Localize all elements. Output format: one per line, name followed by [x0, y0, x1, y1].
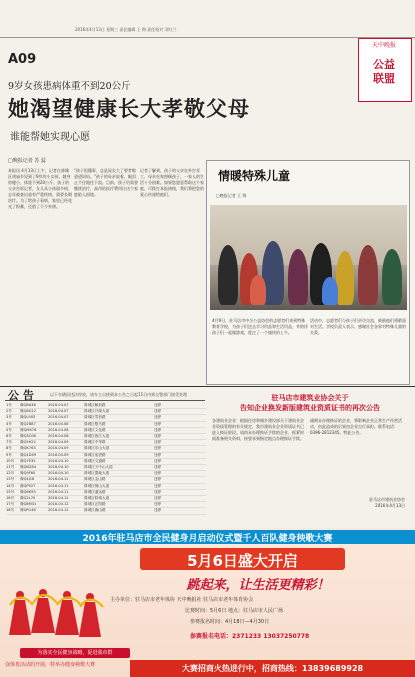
notice-cell: 豫QM476 — [20, 427, 37, 432]
person-figure — [336, 251, 354, 305]
article-subhead: 谁能帮她实现心愿 — [10, 132, 90, 143]
notice-cell: 驿城区解放路 — [84, 403, 106, 407]
notice-cell: 2号 — [6, 409, 12, 414]
notice-table — [6, 403, 206, 515]
notice-cell: 豫QK763 — [20, 446, 36, 451]
notice-cell: 豫Q5H21 — [20, 440, 36, 445]
notice-cell: 2016.04.11 — [48, 483, 69, 488]
notice-cell: 违停 — [154, 458, 162, 463]
notice-cell: 违停 — [154, 427, 162, 432]
notice-cell: 豫QP527 — [20, 483, 36, 488]
notice-cell: 15号 — [6, 489, 15, 494]
notice-cell: 违停 — [154, 471, 162, 476]
notice-cell: 豫Q8A36 — [20, 403, 36, 407]
notice-cell: 2016.04.07 — [48, 409, 69, 414]
announcement-column-2: 逾期未办理换证的企业，将影响企业正常生产经营活动，由此造成的后果由企业自行承担。联系电话：0396-2812345。特此公告。 — [310, 418, 402, 435]
dancers-illustration — [5, 585, 105, 647]
ad-registration-time: 参赛报名时间：4月18日—4月30日 — [190, 619, 270, 625]
notice-cell: 违停 — [154, 496, 162, 501]
notice-cell: 17号 — [6, 502, 15, 507]
article-headline: 她渴望健康长大孝敬父母 — [8, 96, 250, 121]
notice-cell: 驿城区前进路 — [84, 452, 106, 457]
header-divider — [0, 37, 415, 38]
notice-cell: 2016.04.07 — [48, 415, 69, 420]
ad-date: 5月6日盛大开启 — [187, 552, 298, 570]
notice-cell: 驿城区置地大道 — [84, 471, 110, 476]
notice-cell: 8号 — [6, 446, 12, 451]
notice-cell: 豫QR146 — [20, 508, 36, 513]
notice-cell: 3号 — [6, 415, 12, 420]
group-photo — [210, 205, 407, 310]
notice-cell: 1号 — [6, 403, 12, 407]
notice-cell: 2016.04.11 — [48, 489, 69, 494]
person-figure — [218, 245, 238, 305]
notice-cell: 2016.04.10 — [48, 465, 69, 470]
notice-cell: 驿城区驿城大道 — [84, 496, 110, 501]
notice-cell: 驿城区雪松路 — [84, 415, 106, 420]
notice-cell: 驿城区文化路 — [84, 427, 106, 432]
article-column-1: 本报讯 4月13日上午，记者在驿城区胡庙乡见到了9岁的小女孩，她身材瘦小，体重不到20公斤。孩子的父亲告诉记者，女儿从小体弱多病，去年被查出患有严重疾病，需要长期治疗。为了给孩子看病，家里已经花光了积蓄，还借了不少外债。 — [8, 168, 72, 209]
brand-logo: 天中晚报 — [371, 42, 396, 49]
notice-cell: 5号 — [6, 427, 12, 432]
notice-cell: 2016.04.08 — [48, 427, 69, 432]
notice-cell: 驿城区骏马路 — [84, 421, 106, 426]
notice-cell: 豫Q9F60 — [20, 471, 36, 476]
notice-cell: 10号 — [6, 458, 15, 463]
notice-cell: 违停 — [154, 409, 162, 414]
article-column-2: "孩子很懂事，总是说长大了要孝敬爸爸妈妈。"孩子的母亲说着，眼泪止不住地往下流。目前，孩子仍需要继续治疗，高昂的医疗费用让这个家庭陷入困境。 — [74, 168, 138, 197]
notice-cell: 违停 — [154, 403, 162, 407]
photo-background — [210, 205, 407, 265]
notice-cell: 12号 — [6, 471, 15, 476]
notice-title: 公 告 — [8, 389, 34, 402]
notice-cell: 豫Q8M31 — [20, 502, 37, 507]
notice-cell: 豫Q2B87 — [20, 421, 36, 426]
ad-slogan: 跳起来，让生活更精彩！ — [186, 578, 330, 593]
notice-cell: 9号 — [6, 452, 12, 457]
notice-cell: 豫Q6G12 — [20, 409, 37, 414]
notice-cell: 14号 — [6, 483, 15, 488]
notice-cell: 2016.04.09 — [48, 440, 69, 445]
photo-caption-1: 4月9日，驻马店市中岳公益协会的志愿者们来到特殊教育学校，为孩子们送去学习用品和生活用品，并陪伴孩子们一起做游戏，度过了一个愉快的上午。 — [212, 318, 308, 335]
notice-cell: 违停 — [154, 508, 162, 513]
notice-cell: 豫QL9X5 — [20, 415, 36, 420]
notice-cell: 驿城区确山路 — [84, 508, 106, 513]
notice-cell: 豫Q2L70 — [20, 496, 36, 501]
notice-cell: 2016.04.07 — [48, 403, 69, 407]
announcement-title: 驻马店市建筑业协会关于 告知企业换发新版建筑业资质证书的再次公告 — [240, 394, 380, 412]
notice-cell: 2016.04.08 — [48, 434, 69, 439]
notice-cell: 驿城区中华路 — [84, 440, 106, 445]
notice-cell: 2016.04.09 — [48, 446, 69, 451]
notice-cell: 驿城区金山路 — [84, 477, 106, 482]
notice-cell: 2016.04.11 — [48, 477, 69, 482]
notice-cell: 驿城区通达路 — [84, 489, 106, 494]
notice-cell: 驿城区乐山大道 — [84, 446, 110, 451]
photo-story-title: 情暖特殊儿童 — [218, 169, 291, 183]
notice-cell: 驿城区交通路 — [84, 458, 106, 463]
notice-cell: 2016.04.10 — [48, 471, 69, 476]
notice-cell: 18号 — [6, 508, 15, 513]
notice-cell: 2016.04.08 — [48, 421, 69, 426]
notice-cell: 违停 — [154, 502, 162, 507]
person-figure — [382, 249, 402, 305]
notice-cell: 16号 — [6, 496, 15, 501]
notice-cell: 违停 — [154, 446, 162, 451]
notice-cell: 违停 — [154, 483, 162, 488]
article-column-3: 记者了解到，孩子的父亲在外打零工，母亲在家照顾孩子，一家人的生活十分困难。如果您愿意帮助这个家庭，可拨打本报热线，我们将把您的爱心传递给他们。 — [140, 168, 204, 197]
notice-cell: 驿城区正阳路 — [84, 502, 106, 507]
issue-meta: 2016年4月13日 星期三 责任编辑 王 锦 责任校对 刘红兰 — [75, 27, 177, 32]
notice-cell: 违停 — [154, 477, 162, 482]
notice-cell: 6号 — [6, 434, 12, 439]
ad-left-banner-text: 为落实全民健身战略，促进我市群 — [37, 650, 113, 656]
notice-cell: 驿城区铜山大道 — [84, 483, 110, 488]
notice-subtitle: 以下车辆因违法停放，请车主自接到本公告之日起15日内到交警部门接受处理 — [50, 392, 188, 397]
notice-cell: 违停 — [154, 440, 162, 445]
ad-left-subtext: 众体育活动的开展，特举办健身秧歌大赛 — [5, 662, 96, 668]
notice-cell: 驿城区练江大道 — [84, 434, 110, 439]
notice-cell: 13号 — [6, 477, 15, 482]
page-number: A09 — [8, 52, 37, 67]
announcement-column-1: 各建筑业企业：根据住房和城乡建设部关于建筑业企业资质管理的有关规定，我市建筑业企业资质证书已进入换证阶段。请尚未办理换证手续的企业，抓紧时间准备相关资料，按要求到指定地点办理换证手续。 — [212, 418, 304, 441]
notice-cell: 豫Q6K93 — [20, 489, 36, 494]
notice-cell: 驿城区天中山大道 — [84, 465, 113, 470]
notice-cell: 违停 — [154, 421, 162, 426]
section-divider — [0, 386, 415, 387]
notice-cell: 7号 — [6, 440, 12, 445]
notice-cell: 违停 — [154, 452, 162, 457]
photo-caption-2: 活动中，志愿者们与孩子们亲切交流，鼓励他们勇敢面对生活。学校负责人表示，感谢社会各界对特殊儿童的关爱。 — [310, 318, 406, 335]
notice-cell: 豫Q1D49 — [20, 452, 37, 457]
ad-sponsor-hotline: 大赛招商火热进行中，招商热线：13839689928 — [181, 664, 364, 673]
notice-cell: 11号 — [6, 465, 15, 470]
notice-cell: 驿城区开源大道 — [84, 409, 110, 414]
notice-cell: 2016.04.12 — [48, 502, 69, 507]
notice-cell: 豫Q7E35 — [20, 458, 36, 463]
ad-registration-phone: 参赛报名电话：2371233 13037250778 — [190, 633, 310, 640]
section-name: 公益 联盟 — [373, 58, 395, 85]
article-kicker: 9岁女孩患病体重不到20公斤 — [8, 81, 131, 92]
person-figure — [288, 249, 308, 305]
notice-cell: 违停 — [154, 465, 162, 470]
person-figure — [358, 245, 378, 305]
notice-cell: 豫Q4J18 — [20, 477, 35, 482]
photo-story-byline: □晚报记者 王 锦 — [216, 193, 247, 198]
ad-banner-title: 2016年驻马店市全民健身月启动仪式暨千人百队健身秧歌大赛 — [82, 534, 333, 544]
notice-cell: 2016.04.10 — [48, 458, 69, 463]
notice-cell: 豫Q3C08 — [20, 434, 36, 439]
notice-cell: 豫QN284 — [20, 465, 36, 470]
notice-cell: 2016.04.12 — [48, 508, 69, 513]
notice-cell: 4号 — [6, 421, 12, 426]
notice-cell: 违停 — [154, 415, 162, 420]
child-figure — [250, 275, 266, 305]
article-byline: □晚报记者 苏 蕊 — [8, 158, 46, 164]
notice-cell: 2016.04.12 — [48, 496, 69, 501]
notice-cell: 2016.04.09 — [48, 452, 69, 457]
notice-row — [6, 508, 206, 514]
announcement-signature: 驻马店市建筑业协会 2016年4月13日 — [369, 497, 405, 508]
ad-event-time: 比赛时间：5月6日 地点：驻马店市人民广场 — [185, 608, 283, 614]
child-figure — [322, 277, 338, 305]
notice-cell: 违停 — [154, 434, 162, 439]
notice-cell: 违停 — [154, 489, 162, 494]
ad-organizers: 主办单位：驻马店市老年体协 天中晚报社 驻马店市老年体育协会 — [110, 597, 254, 603]
